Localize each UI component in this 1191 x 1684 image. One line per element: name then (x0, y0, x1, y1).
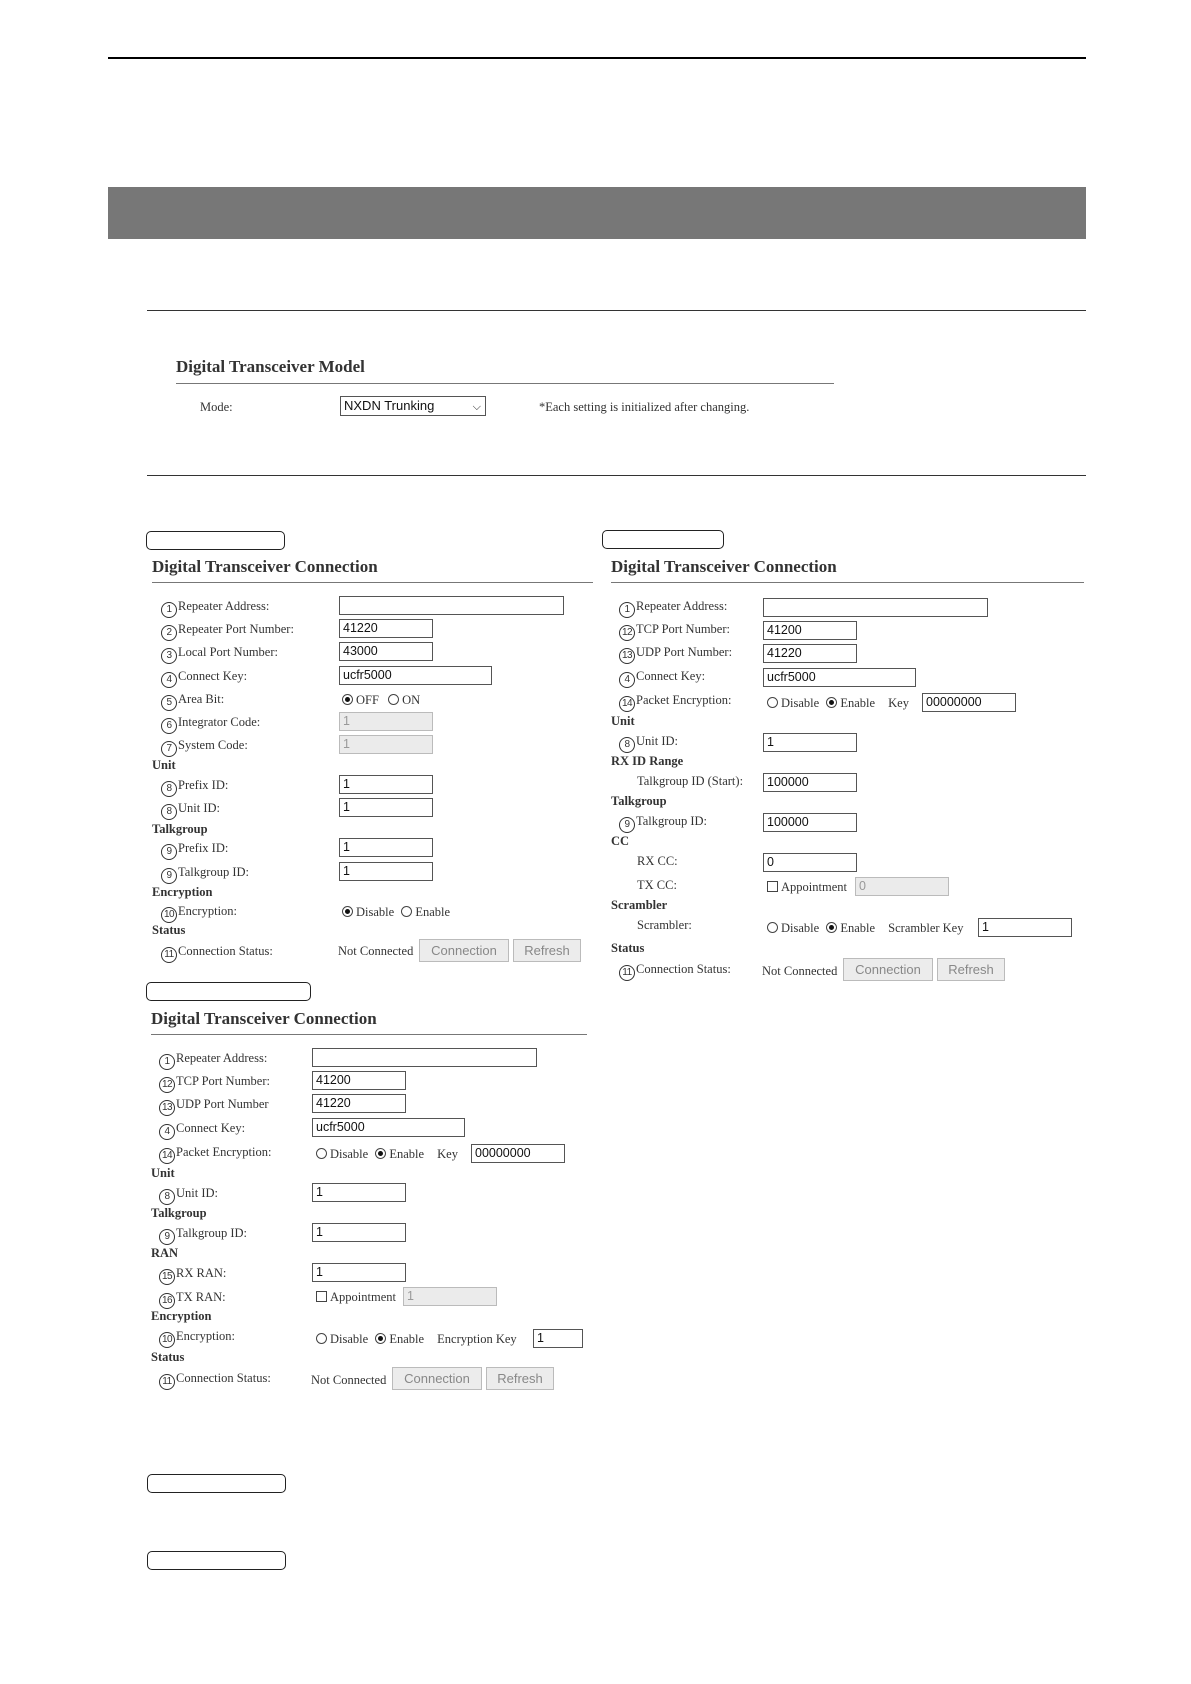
a-repeater-address-label: 1 Repeater Address: (161, 598, 269, 618)
tag-pill-b (602, 530, 724, 549)
b-rx-cc-label: RX CC: (637, 854, 678, 868)
tag-pill-a (146, 531, 285, 550)
panel-a-rule (152, 582, 593, 583)
b-tg-start-label: Talkgroup ID (Start): (637, 774, 744, 788)
a-encryption-disable-radio[interactable] (342, 906, 353, 917)
b-tx-cc-appointment: Appointment (767, 879, 847, 895)
c-status-value: Not Connected (311, 1373, 387, 1387)
a-repeater-port-input[interactable]: 41220 (339, 619, 433, 638)
panel-a-title: Digital Transceiver Connection (152, 557, 378, 576)
a-tg-id-input[interactable]: 1 (339, 862, 433, 881)
a-integrator-code-input: 1 (339, 712, 433, 731)
a-area-bit-label: 5 Area Bit: (161, 691, 224, 711)
b-tg-start-input[interactable]: 100000 (763, 773, 857, 792)
b-unit-id-input[interactable]: 1 (763, 733, 857, 752)
b-scrambler-disable-radio[interactable] (767, 922, 778, 933)
a-connect-key-input[interactable]: ucfr5000 (339, 666, 492, 685)
c-repeater-address-input[interactable] (312, 1048, 537, 1067)
b-group-status: Status (611, 941, 645, 955)
mode-note: *Each setting is initialized after changing. (539, 400, 750, 414)
c-encryption-label: 10 Encryption: (159, 1328, 235, 1348)
b-group-cc: CC (611, 834, 630, 848)
model-title: Digital Transceiver Model (176, 357, 365, 376)
b-group-rx-range: RX ID Range (611, 754, 684, 768)
c-packet-enc-label: 14 Packet Encryption: (159, 1144, 271, 1164)
b-tg-id-label: 9 Talkgroup ID: (619, 813, 707, 833)
mode-label: Mode: (200, 400, 233, 414)
c-udp-port-input[interactable]: 41220 (312, 1094, 406, 1113)
a-connection-button[interactable]: Connection (419, 939, 509, 962)
a-group-status: Status (152, 923, 186, 937)
panel-b-title: Digital Transceiver Connection (611, 557, 837, 576)
c-connection-button[interactable]: Connection (392, 1367, 482, 1390)
c-tx-ran-appointment: Appointment (316, 1289, 396, 1305)
c-repeater-address-label: 1 Repeater Address: (159, 1050, 267, 1070)
c-group-status: Status (151, 1350, 185, 1364)
c-encryption-options: Disable Enable Encryption Key (316, 1331, 517, 1347)
tag-pill-c (146, 982, 311, 1001)
c-rx-ran-input[interactable]: 1 (312, 1263, 406, 1282)
c-tg-id-label: 9 Talkgroup ID: (159, 1225, 247, 1245)
c-tcp-port-input[interactable]: 41200 (312, 1071, 406, 1090)
b-refresh-button[interactable]: Refresh (937, 958, 1005, 981)
c-group-unit: Unit (151, 1166, 175, 1180)
a-integrator-code-label: 6 Integrator Code: (161, 714, 260, 734)
a-area-bit-on-radio[interactable] (388, 694, 399, 705)
a-group-encryption: Encryption (152, 885, 213, 899)
b-packet-enc-key-label: Key (888, 696, 909, 710)
b-packet-enc-disable-radio[interactable] (767, 697, 778, 708)
a-unit-id-input[interactable]: 1 (339, 798, 433, 817)
a-status-value: Not Connected (338, 944, 414, 958)
panel-b-rule (611, 582, 1084, 583)
b-repeater-address-input[interactable] (763, 598, 988, 617)
c-group-ran: RAN (151, 1246, 179, 1260)
c-refresh-button[interactable]: Refresh (486, 1367, 554, 1390)
b-unit-id-label: 8 Unit ID: (619, 733, 678, 753)
b-udp-port-input[interactable]: 41220 (763, 644, 857, 663)
b-udp-port-label: 13 UDP Port Number: (619, 644, 732, 664)
b-group-scrambler: Scrambler (611, 898, 668, 912)
c-encryption-disable-radio[interactable] (316, 1333, 327, 1344)
c-tcp-port-label: 12 TCP Port Number: (159, 1073, 270, 1093)
a-unit-prefix-input[interactable]: 1 (339, 775, 433, 794)
a-tg-prefix-label: 9 Prefix ID: (161, 840, 228, 860)
a-encryption-label: 10 Encryption: (161, 903, 237, 923)
b-scrambler-key-input[interactable]: 1 (978, 918, 1072, 937)
panel-c-title: Digital Transceiver Connection (151, 1009, 377, 1028)
mode-select[interactable] (340, 396, 486, 416)
c-packet-enc-enable-radio[interactable] (375, 1148, 386, 1159)
a-unit-prefix-label: 8 Prefix ID: (161, 777, 228, 797)
c-packet-enc-key-input[interactable]: 00000000 (471, 1144, 565, 1163)
chevron-down-icon: ⌵ (472, 401, 481, 413)
rule-1 (147, 310, 1086, 311)
c-tg-id-input[interactable]: 1 (312, 1223, 406, 1242)
c-connect-key-input[interactable]: ucfr5000 (312, 1118, 465, 1137)
c-encryption-key-input[interactable]: 1 (533, 1329, 583, 1348)
c-packet-enc-options: Disable Enable Key (316, 1146, 458, 1162)
a-group-talkgroup: Talkgroup (152, 822, 208, 836)
mode-select-value: NXDN Trunking (344, 398, 435, 413)
b-tx-cc-checkbox[interactable] (767, 881, 778, 892)
c-rx-ran-label: 15 RX RAN: (159, 1265, 226, 1285)
b-tx-cc-input: 0 (855, 877, 949, 896)
b-packet-enc-options: Disable Enable Key (767, 695, 909, 711)
a-repeater-port-label: 2 Repeater Port Number: (161, 621, 294, 641)
a-system-code-input: 1 (339, 735, 433, 754)
a-connect-key-label: 4 Connect Key: (161, 668, 247, 688)
b-packet-enc-label: 14 Packet Encryption: (619, 692, 731, 712)
b-tcp-port-input[interactable]: 41200 (763, 621, 857, 640)
c-connect-key-label: 4 Connect Key: (159, 1120, 245, 1140)
c-packet-enc-disable-radio[interactable] (316, 1148, 327, 1159)
c-encryption-enable-radio[interactable] (375, 1333, 386, 1344)
b-scrambler-key-label: Scrambler Key (888, 921, 964, 935)
a-encryption-enable-radio[interactable] (401, 906, 412, 917)
b-connect-key-label: 4 Connect Key: (619, 668, 705, 688)
b-connect-key-input[interactable]: ucfr5000 (763, 668, 916, 687)
a-refresh-button[interactable]: Refresh (513, 939, 581, 962)
a-group-unit: Unit (152, 758, 176, 772)
b-group-talkgroup: Talkgroup (611, 794, 667, 808)
a-status-label: 11 Connection Status: (161, 943, 273, 963)
c-udp-port-label: 13 UDP Port Number (159, 1096, 269, 1116)
tag-pill-e (147, 1551, 286, 1570)
c-unit-id-input[interactable]: 1 (312, 1183, 406, 1202)
c-tx-ran-label: 16 TX RAN: (159, 1289, 226, 1309)
a-encryption-options: Disable Enable (342, 904, 450, 920)
b-tcp-port-label: 12 TCP Port Number: (619, 621, 730, 641)
a-unit-id-label: 8 Unit ID: (161, 800, 220, 820)
c-status-label: 11 Connection Status: (159, 1370, 271, 1390)
a-tg-id-label: 9 Talkgroup ID: (161, 864, 249, 884)
panel-c-rule (151, 1034, 587, 1035)
tag-pill-d (147, 1474, 286, 1493)
b-repeater-address-label: 1 Repeater Address: (619, 598, 727, 618)
section-banner (108, 187, 1086, 239)
model-title-rule (176, 383, 834, 384)
b-tx-cc-label: TX CC: (637, 878, 677, 892)
c-tx-ran-checkbox[interactable] (316, 1291, 327, 1302)
a-repeater-address-input[interactable] (339, 596, 564, 615)
a-local-port-input[interactable]: 43000 (339, 642, 433, 661)
a-area-bit-options: OFF ON (342, 692, 420, 708)
page-top-rule (108, 57, 1086, 59)
c-tx-ran-input: 1 (403, 1287, 497, 1306)
b-scrambler-enable-radio[interactable] (826, 922, 837, 933)
b-tg-id-input[interactable]: 100000 (763, 813, 857, 832)
b-scrambler-label: Scrambler: (637, 918, 692, 932)
b-packet-enc-enable-radio[interactable] (826, 697, 837, 708)
c-unit-id-label: 8 Unit ID: (159, 1185, 218, 1205)
c-group-encryption: Encryption (151, 1309, 212, 1323)
b-status-label: 11 Connection Status: (619, 961, 731, 981)
b-group-unit: Unit (611, 714, 635, 728)
c-packet-enc-key-label: Key (437, 1147, 458, 1161)
a-local-port-label: 3 Local Port Number: (161, 644, 278, 664)
a-tg-prefix-input[interactable]: 1 (339, 838, 433, 857)
a-area-bit-off-radio[interactable] (342, 694, 353, 705)
c-encryption-key-label: Encryption Key (437, 1332, 517, 1346)
b-rx-cc-input[interactable]: 0 (763, 853, 857, 872)
b-scrambler-options: Disable Enable Scrambler Key (767, 920, 963, 936)
b-packet-enc-key-input[interactable]: 00000000 (922, 693, 1016, 712)
c-group-talkgroup: Talkgroup (151, 1206, 207, 1220)
b-status-value: Not Connected (762, 964, 838, 978)
rule-2 (147, 475, 1086, 476)
b-connection-button[interactable]: Connection (843, 958, 933, 981)
a-system-code-label: 7 System Code: (161, 737, 248, 757)
